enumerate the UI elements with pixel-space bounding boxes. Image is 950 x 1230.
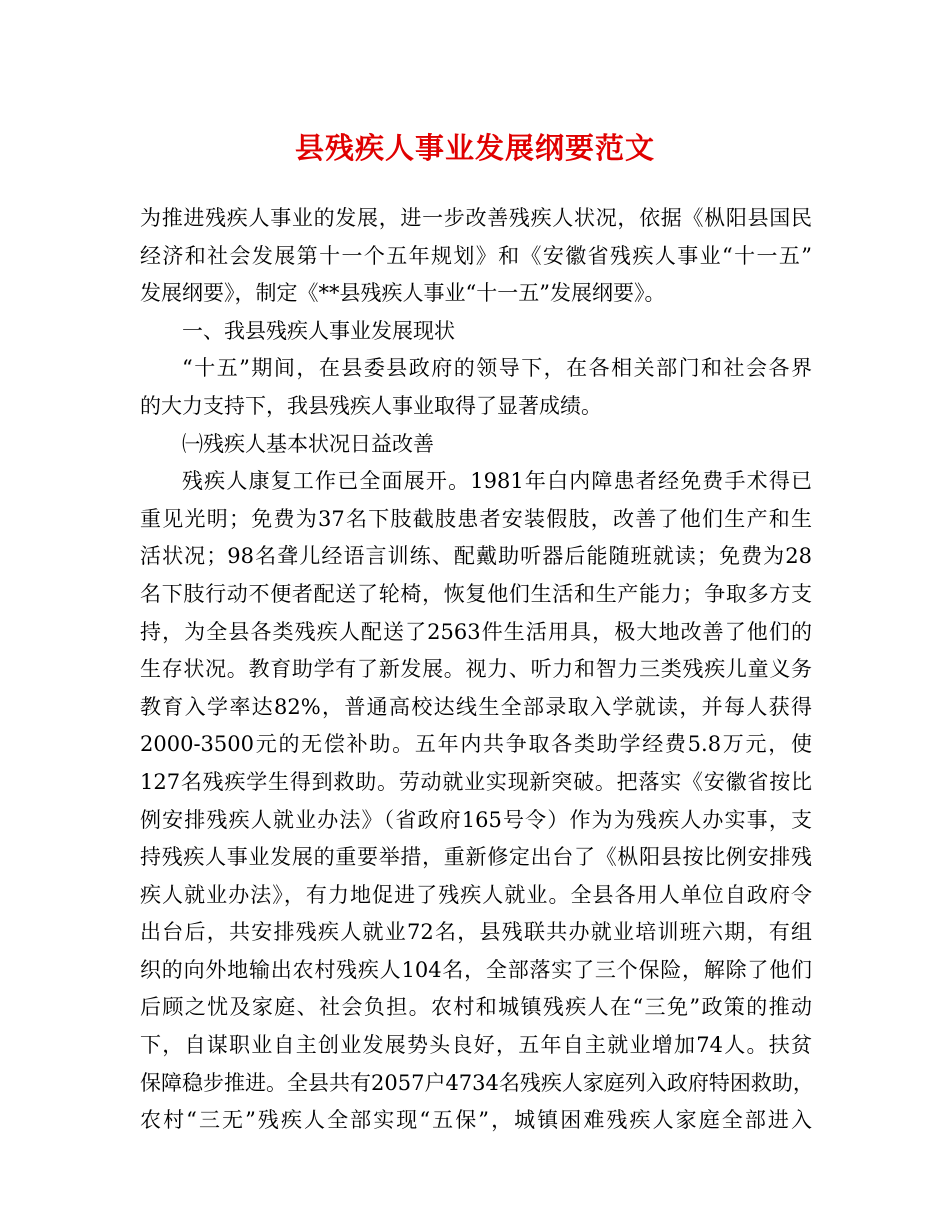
text-line: 为推进残疾人事业的发展，进一步改善残疾人状况，依据《枞阳县国民 [140, 206, 812, 230]
text-line: 2000-3500元的无偿补助。五年内共争取各类助学经费5.8万元，使 [140, 732, 812, 757]
text-line: 持，为全县各类残疾人配送了2563件生活用具，极大地改善了他们的 [140, 619, 812, 644]
text-line: 经济和社会发展第十一个五年规划》和《安徽省残疾人事业“十一五” [140, 243, 812, 268]
text-line: 生存状况。教育助学有了新发展。视力、听力和智力三类残疾儿童义务 [140, 657, 812, 682]
text-line: 127名残疾学生得到救助。劳动就业实现新突破。把落实《安徽省按比 [140, 769, 812, 794]
text-line: 残疾人康复工作已全面展开。1981年白内障患者经免费手术得已 [182, 469, 812, 494]
text-line: 织的向外地输出农村残疾人104名，全部落实了三个保险，解除了他们 [140, 957, 812, 982]
text-line: 活状况；98名聋儿经语言训练、配戴助听器后能随班就读；免费为28 [140, 544, 812, 569]
text-line: 农村“三无”残疾人全部实现“五保”，城镇困难残疾人家庭全部进入 [140, 1108, 812, 1133]
document-title: 县残疾人事业发展纲要范文 [294, 131, 655, 165]
text-line: 教育入学率达82%，普通高校达线生全部录取入学就读，并每人获得 [140, 694, 812, 719]
text-line: “十五”期间，在县委县政府的领导下，在各相关部门和社会各界 [182, 356, 812, 381]
text-line: 的大力支持下，我县残疾人事业取得了显著成绩。 [140, 393, 602, 418]
text-line: 下，自谋职业自主创业发展势头良好，五年自主就业增加74人。扶贫 [140, 1033, 812, 1058]
text-line: 后顾之忧及家庭、社会负担。农村和城镇残疾人在“三免”政策的推动 [140, 995, 812, 1020]
text-line: 持残疾人事业发展的重要举措，重新修定出台了《枞阳县按比例安排残 [140, 845, 812, 870]
text-line: 发展纲要》，制定《**县残疾人事业“十一五”发展纲要》。 [140, 281, 666, 306]
text-line: 保障稳步推进。全县共有2057户4734名残疾人家庭列入政府特困救助， [140, 1070, 814, 1095]
document-body [140, 200, 812, 1140]
text-line: 出台后，共安排残疾人就业72名，县残联共办就业培训班六期，有组 [140, 920, 812, 945]
subsection-heading: ㈠残疾人基本状况日益改善 [182, 431, 434, 456]
section-heading: 一、我县残疾人事业发展现状 [182, 318, 455, 343]
text-line: 重见光明；免费为37名下肢截肢患者安装假肢，改善了他们生产和生 [140, 506, 812, 531]
text-line: 例安排残疾人就业办法》（省政府165号令）作为为残疾人办实事，支 [140, 807, 812, 832]
text-line: 疾人就业办法》，有力地促进了残疾人就业。全县各用人单位自政府令 [140, 882, 812, 907]
text-line: 名下肢行动不便者配送了轮椅，恢复他们生活和生产能力；争取多方支 [140, 581, 812, 606]
